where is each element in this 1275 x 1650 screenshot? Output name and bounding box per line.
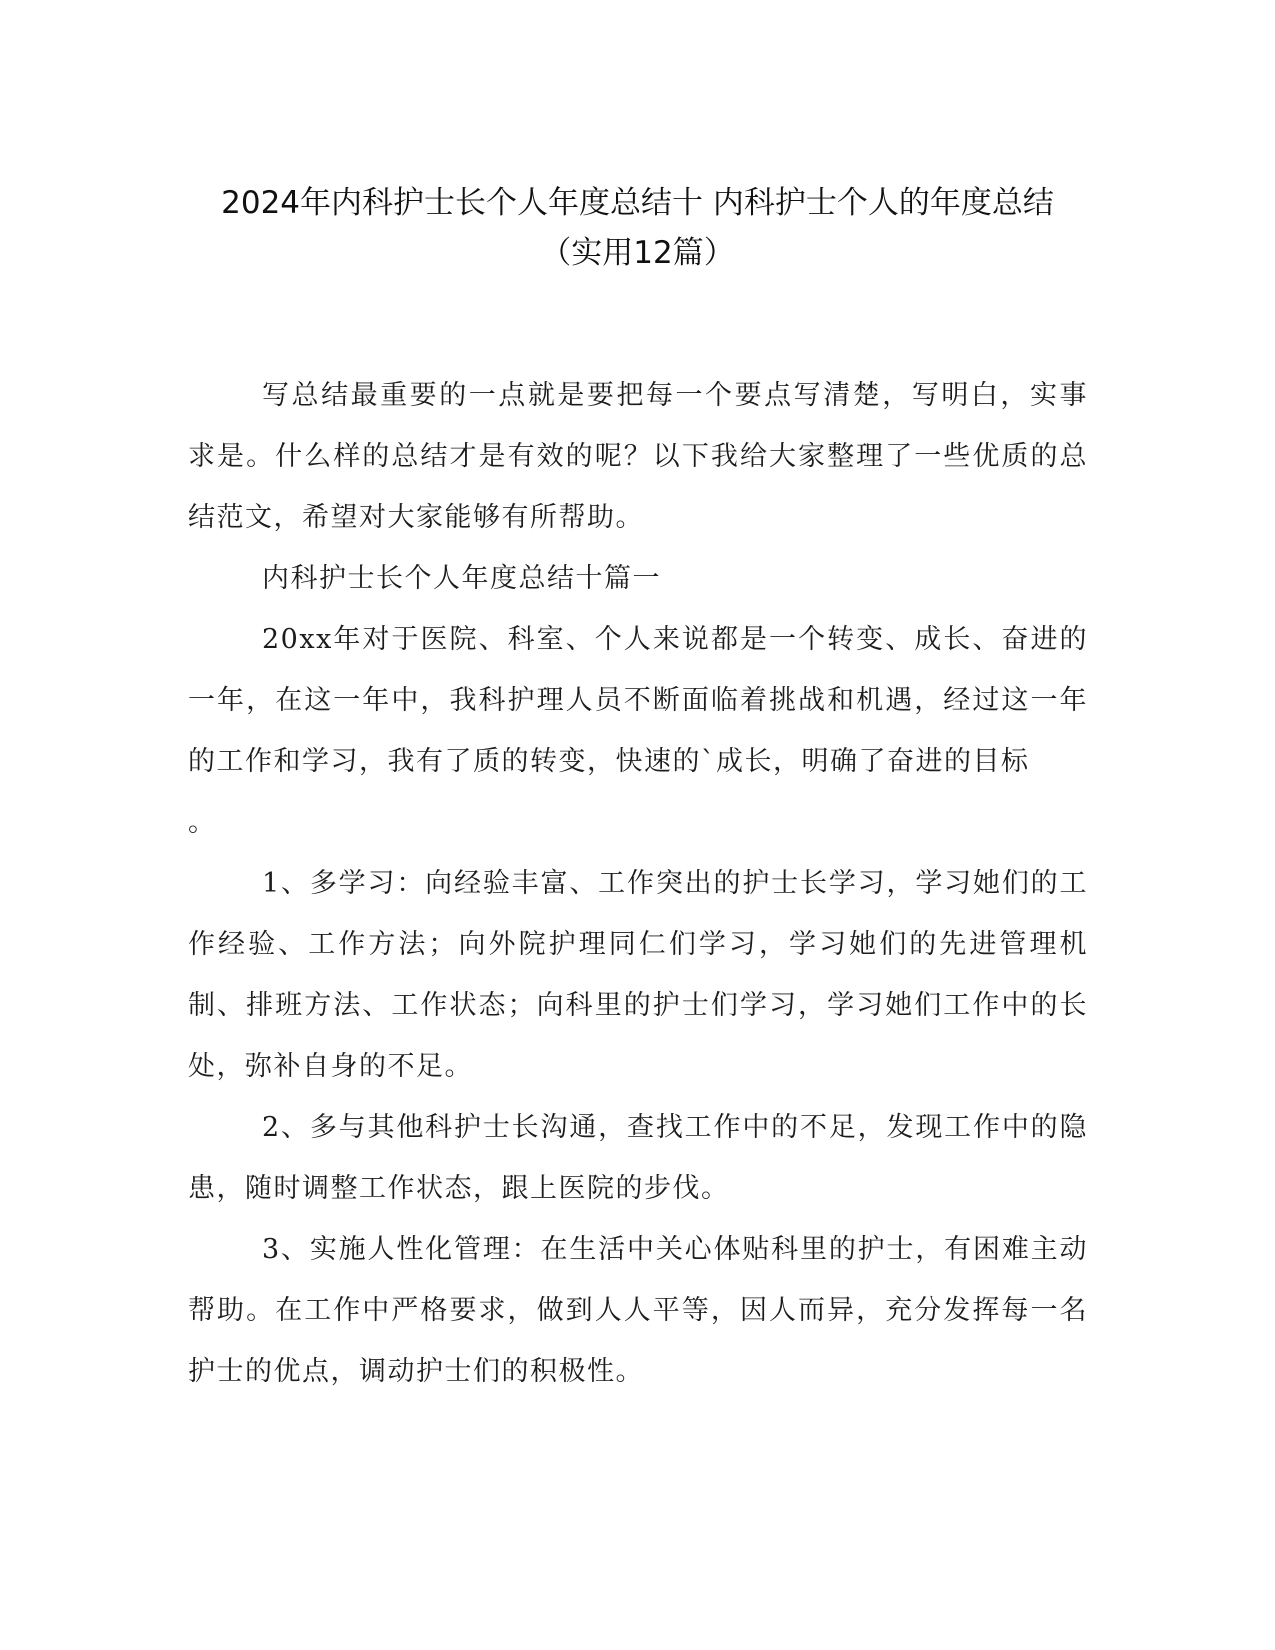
body-paragraph: 20xx年对于医院、科室、个人来说都是一个转变、成长、奋进的一年，在这一年中，我科护理人员不断面临着挑战和机遇，经过这一年的工作和学习，我有了质的转变，快速的`成长，明确了奋进的目标 <box>188 624 1088 777</box>
body-paragraph-tail: 。 <box>188 807 217 838</box>
section-heading: 内科护士长个人年度总结十篇一 <box>262 563 661 594</box>
list-item-1: 1、多学习：向经验丰富、工作突出的护士长学习，学习她们的工作经验、工作方法；向外院护理同仁们学习，学习她们的先进管理机制、排班方法、工作状态；向科里的护士们学习，学习她们工作中的长处，弥补自身的不足。 <box>188 868 1088 1082</box>
list-item-2: 2、多与其他科护士长沟通，查找工作中的不足，发现工作中的隐患，随时调整工作状态，跟上医院的步伐。 <box>188 1112 1088 1204</box>
document-body <box>188 365 1088 1402</box>
document-title <box>150 178 1125 278</box>
intro-paragraph: 写总结最重要的一点就是要把每一个要点写清楚，写明白，实事求是。什么样的总结才是有效的呢？以下我给大家整理了一些优质的总结范文，希望对大家能够有所帮助。 <box>188 380 1088 533</box>
title-line-2: （实用12篇） <box>540 235 735 271</box>
list-item-3: 3、实施人性化管理：在生活中关心体贴科里的护士，有困难主动帮助。在工作中严格要求，做到人人平等，因人而异，充分发挥每一名护士的优点，调动护士们的积极性。 <box>188 1234 1088 1387</box>
title-line-1: 2024年内科护士长个人年度总结十 内科护士个人的年度总结 <box>221 185 1054 221</box>
